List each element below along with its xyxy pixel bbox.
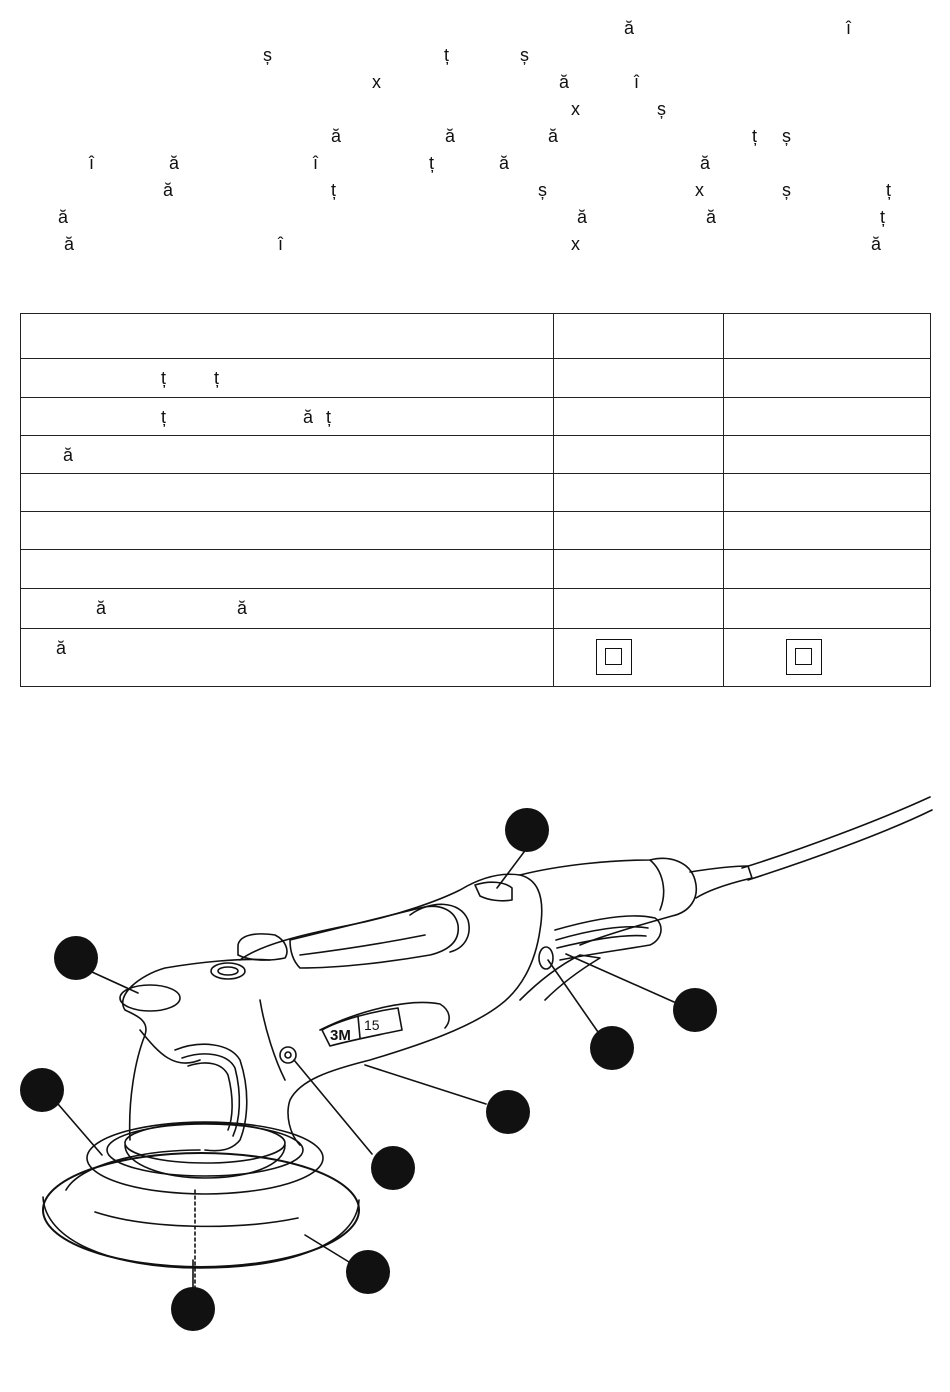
intro-glyph: î [313, 153, 319, 173]
intro-glyph: ă [499, 153, 510, 173]
intro-glyph: ș [657, 99, 666, 119]
double-insulation-icon [596, 639, 632, 675]
intro-glyph: ă [445, 126, 456, 146]
callout-marker [346, 1250, 390, 1294]
model-number: 15 [364, 1017, 380, 1033]
table-cell [554, 398, 724, 436]
callout-marker [54, 936, 98, 980]
cell-glyph: ă [303, 407, 314, 427]
table-row [21, 398, 931, 436]
intro-glyph: ă [64, 234, 75, 254]
specifications-table [20, 313, 931, 687]
rear-handle [520, 858, 696, 1000]
table-cell [21, 436, 554, 474]
intro-glyph: x [372, 72, 381, 92]
callout-marker [20, 1068, 64, 1112]
table-cell [724, 314, 931, 359]
table-cell [724, 436, 931, 474]
intro-glyph: ă [163, 180, 174, 200]
intro-glyph: î [634, 72, 640, 92]
intro-glyph: ș [782, 180, 791, 200]
intro-glyph: ț [331, 180, 337, 200]
intro-glyph: ș [782, 126, 791, 146]
callout-marker [171, 1287, 215, 1331]
table-row [21, 474, 931, 512]
cell-glyph: ă [63, 445, 74, 465]
intro-glyph: ț [444, 45, 450, 65]
brand-logo: 3M [330, 1027, 351, 1044]
power-cord [690, 797, 932, 898]
callout-markers [20, 808, 717, 1331]
table-cell [554, 550, 724, 589]
callout-marker [673, 988, 717, 1032]
table-cell [21, 359, 554, 398]
intro-glyph: ă [577, 207, 588, 227]
intro-glyph: î [89, 153, 95, 173]
intro-glyph: ă [331, 126, 342, 146]
table-cell [21, 398, 554, 436]
cell-glyph: ă [237, 598, 248, 618]
intro-glyph: ț [886, 180, 892, 200]
table-row [21, 436, 931, 474]
table-row [21, 629, 931, 687]
cell-glyph: ț [326, 407, 332, 427]
table-cell [724, 512, 931, 550]
intro-glyph: ă [548, 126, 559, 146]
table-row [21, 589, 931, 629]
table-cell [21, 512, 554, 550]
table-cell [724, 359, 931, 398]
table-cell [554, 359, 724, 398]
intro-glyph: ș [263, 45, 272, 65]
table-cell [554, 589, 724, 629]
table-cell [21, 589, 554, 629]
callout-marker [590, 1026, 634, 1070]
intro-glyph: ă [871, 234, 882, 254]
table-row [21, 314, 931, 359]
intro-glyph: ă [624, 18, 635, 38]
intro-glyph: ă [700, 153, 711, 173]
intro-glyph: ă [169, 153, 180, 173]
intro-glyph: ș [538, 180, 547, 200]
table-cell [724, 629, 931, 687]
table-cell [21, 629, 554, 687]
callout-marker [505, 808, 549, 852]
intro-glyph: ă [706, 207, 717, 227]
cell-glyph: ț [214, 368, 220, 388]
table-cell [724, 398, 931, 436]
cell-glyph: ă [96, 598, 107, 618]
cell-glyph: ț [161, 407, 167, 427]
table-cell [21, 314, 554, 359]
table-row [21, 359, 931, 398]
double-insulation-icon [786, 639, 822, 675]
callout-marker [486, 1090, 530, 1134]
polisher-illustration [0, 780, 950, 1380]
table-cell [554, 474, 724, 512]
intro-glyph: x [571, 99, 580, 119]
table-row [21, 512, 931, 550]
intro-glyph: ș [520, 45, 529, 65]
intro-glyph: î [846, 18, 852, 38]
intro-glyph: ț [429, 153, 435, 173]
intro-glyph: ț [880, 207, 886, 227]
intro-glyph: ț [752, 126, 758, 146]
table-cell [21, 474, 554, 512]
intro-glyph: x [571, 234, 580, 254]
table-cell [554, 629, 724, 687]
intro-glyph: ă [559, 72, 570, 92]
table-cell [554, 512, 724, 550]
table-row [21, 550, 931, 589]
intro-glyph: î [278, 234, 284, 254]
table-cell [724, 550, 931, 589]
table-cell [21, 550, 554, 589]
callout-marker [371, 1146, 415, 1190]
table-cell [724, 474, 931, 512]
intro-glyph: x [695, 180, 704, 200]
table-cell [724, 589, 931, 629]
table-cell [554, 314, 724, 359]
pad-hub [87, 1122, 323, 1194]
cell-glyph: ă [56, 638, 67, 658]
cell-glyph: ț [161, 368, 167, 388]
intro-glyph: ă [58, 207, 69, 227]
table-cell [554, 436, 724, 474]
